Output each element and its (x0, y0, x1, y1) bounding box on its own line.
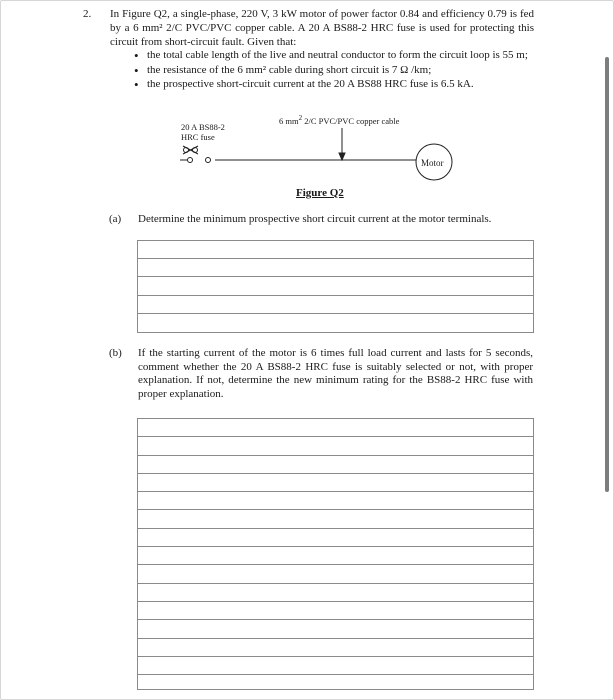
fuse-terminals (180, 158, 211, 163)
answer-line[interactable] (138, 314, 533, 332)
answer-line[interactable] (138, 602, 533, 620)
answer-line[interactable] (138, 277, 533, 295)
part-a (109, 213, 533, 229)
given-item: • the prospective short-circuit current at the 20 A BS88 HRC fuse is 6.5 kA. (134, 78, 534, 92)
answer-line[interactable] (138, 474, 533, 492)
answer-line[interactable] (138, 259, 533, 277)
answer-line[interactable] (138, 296, 533, 314)
answer-line[interactable] (138, 241, 533, 259)
question-number: 2. (83, 8, 92, 20)
given-item: • the total cable length of the live and neutral conductor to form the circuit loop is 55 m; (134, 49, 534, 63)
answer-line[interactable] (138, 584, 533, 602)
question-intro: In Figure Q2, a single-phase, 220 V, 3 kW motor of power factor 0.84 and efficiency 0.79 is fed by a 6 mm² 2/C PVC/PVC copper cable. A 20 A BS88-2 HRC fuse is used for protecting this circuit from short-circuit fault. Given that: (110, 8, 534, 48)
answer-line[interactable] (138, 675, 533, 689)
answer-line[interactable] (138, 565, 533, 583)
part-b-text: If the starting current of the motor is 6 times full load current and lasts for 5 seconds, comment whether the 20 A BS88-2 HRC fuse is suitably selected or not, with proper explanation. If not, determine the new minimum rating for the BS88-2 HRC fuse with proper explanation. (138, 347, 533, 400)
part-b (109, 347, 533, 407)
answer-box-a[interactable] (137, 240, 534, 333)
answer-line[interactable] (138, 419, 533, 437)
vertical-scrollbar[interactable] (605, 57, 609, 492)
answer-line[interactable] (138, 510, 533, 528)
part-b-tag: (b) (109, 347, 122, 359)
cable-label: 6 $mm^2$ 2/C PVC/PVC copper cable (279, 114, 400, 126)
figure-title: Figure Q2 (296, 187, 344, 199)
answer-line[interactable] (138, 437, 533, 455)
answer-line[interactable] (138, 492, 533, 510)
part-a-text: Determine the minimum prospective short circuit current at the motor terminals. (138, 213, 492, 225)
answer-line[interactable] (138, 639, 533, 657)
answer-line[interactable] (138, 657, 533, 675)
answer-line[interactable] (138, 547, 533, 565)
motor-label: Motor (421, 158, 444, 168)
fault-arrow-icon (339, 128, 345, 160)
answer-line[interactable] (138, 456, 533, 474)
answer-line[interactable] (138, 620, 533, 638)
answer-box-b[interactable] (137, 418, 534, 690)
fuse-symbol (183, 146, 198, 154)
part-a-tag: (a) (109, 213, 122, 225)
fuse-label-line1: 20 A BS88-2 (181, 122, 225, 132)
circuit-diagram (0, 0, 614, 210)
given-item: • the resistance of the 6 mm² cable during short circuit is 7 Ω /km; (134, 64, 534, 78)
fuse-label-line2: HRC fuse (181, 132, 215, 142)
answer-line[interactable] (138, 529, 533, 547)
